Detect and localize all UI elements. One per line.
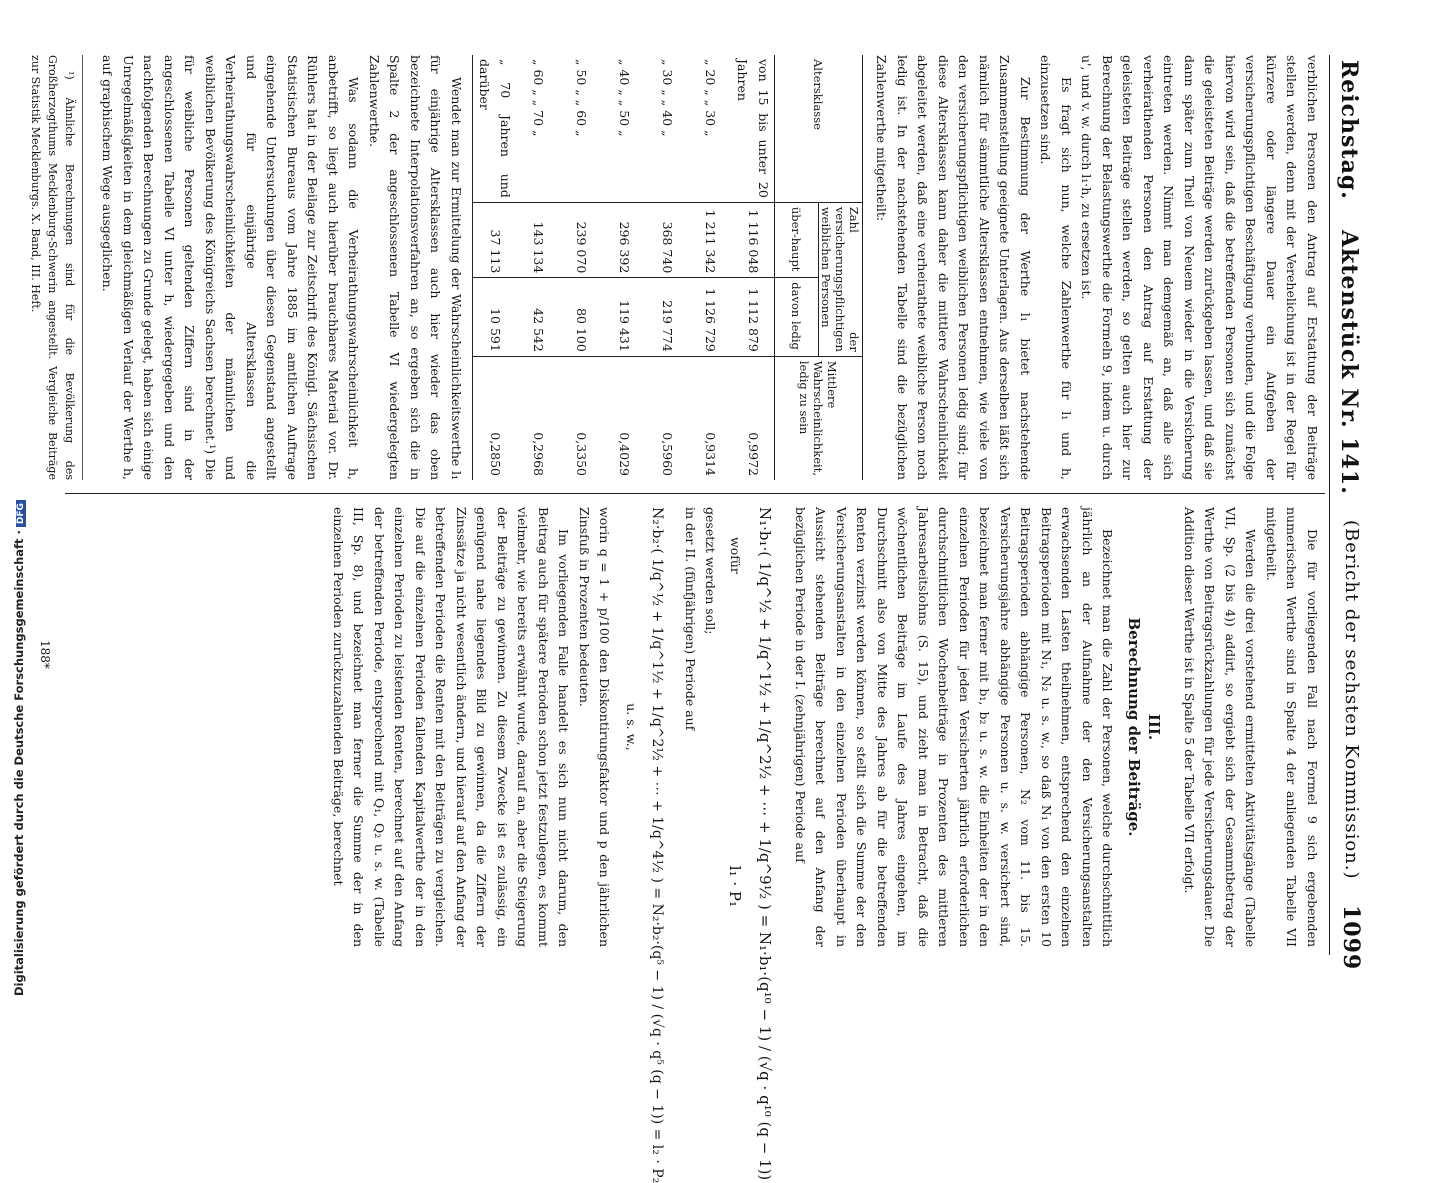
paragraph: in der II. (fünfjährigen) Periode auf [683, 507, 698, 731]
table-cell-age: „ 70 Jahren und darüber [473, 55, 517, 202]
table-cell-age: „ 50 „ „ 60 „ [559, 55, 602, 202]
paragraph: Im vorliegenden Falle handelt es sich nun nicht darum, den Beitrag auch für spätere Perioden schon jetzt festzulegen, es kommt vielmehr, wie bereits erwähnt wurde, darauf an, aber die Steigerung der Beiträge zu gewinnen. Zu diesem Zwecke ist es zulässig, ein genügend nahe liegendes Bild zu gewinnen, da die Ziffern der Zinssätze ja nicht wesentlich ändern, und hierauf auf den Anfang der betreffenden Perioden die Renten mit den Beiträgen zu vergleichen. Die auf die einzelnen Perioden fallenden Kapitalwerthe der in den einzelnen Perioden zu leistenden Renten, berechnet auf den Anfang der betreffenden Periode, entsprechend mit Q₁, Q₂ u. s. w. (Tabelle III, Sp. 8), und bezeichnet man ferner die Summe der in den einzelnen Perioden zurückzuzahlenden Beiträge, berechnet [331, 507, 572, 947]
header-rule [1329, 55, 1330, 955]
paragraph: Es fragt sich nun, welche Zahlenwerthe für l₁ und h, einzusetzen sind. [1038, 55, 1074, 480]
table-cell-total: 296 392 [602, 202, 645, 277]
table-cell-ledig: 80 100 [559, 278, 602, 357]
paragraph: gesetzt werden soll; [703, 507, 719, 635]
table-row [731, 55, 775, 480]
table-header-zahl: Zahl der versicherungspflichtigen weiblichen Personen [819, 202, 863, 356]
page-number: 1099 [1338, 905, 1364, 971]
table-cell-prob: 0,3350 [573, 432, 589, 476]
paragraph: Wendet man zur Ermittelung der Wahrscheinlichkeitswerthe l₁ für einjährige Altersklassen auch hier wieder das oben bezeichnete Interpolationsverfahren an, so ergeben sich die in Spalte 2 der angeschlossenen Tabelle VI wiedergelegten Zahlenwerthe. [367, 55, 464, 480]
table-row [473, 55, 517, 480]
table-cell-age: von 15 bis unter 20 Jahren [731, 55, 775, 202]
formula-period-1: N₁·b₁·( 1/q^½ + 1/q^1½ + 1/q^2½ + ⋯ + 1/q^9½ ) = N₁·b₁·(q¹⁰ − 1) / (√q · q¹⁰ (q − 1)) [756, 507, 775, 1181]
section-number: III. [1145, 713, 1164, 741]
table-header-ledig: davon ledig [775, 278, 819, 357]
table-cell-total: 37 113 [473, 202, 517, 277]
paragraph: worin q = 1 + p/100 den Diskontirungsfaktor und p den jährlichen Zinsfuß in Prozenten bedeuten. [577, 507, 613, 947]
table-cell-total: 368 740 [645, 202, 688, 277]
dfg-logo: DFG [16, 500, 26, 527]
table-cell-prob: 0,5960 [659, 432, 675, 476]
table-cell-ledig: 42 542 [516, 278, 559, 357]
left-column [27, 55, 1322, 480]
table-cell-total: 143 134 [516, 202, 559, 277]
formula-label: wofür [728, 537, 743, 574]
table-row [688, 55, 731, 480]
table-row [559, 55, 602, 480]
footer-page-mark: 188* [38, 640, 52, 669]
paragraph: Zur Bestimmung der Werthe l₁ bietet nachstehende Zusammenstellung geeignete Unterlagen. Aus derselben läßt sich nämlich für sämmtliche Altersklassen entnehmen, wie viele von den versicherungspflichtigen weiblichen Personen ledig sind; für diese Altersklassen kann daher die mittlere Wahrscheinlichkeit abgeleitet werden, daß eine verheirathete weibliche Person noch ledig ist. In der nachstehenden Tabelle sind die bezüglichen Zahlenwerthe mitgetheilt: [874, 55, 1033, 480]
table-cell-ledig: 1 126 729 [688, 278, 731, 357]
header-left: Reichstag. [1336, 60, 1362, 200]
table-cell-prob: 0,9972 [745, 432, 761, 476]
table-row [516, 55, 559, 480]
table-cell-prob: 0,2968 [530, 432, 546, 476]
column-divider [65, 493, 1325, 494]
table-cell-prob: 0,9314 [702, 432, 718, 476]
right-column [328, 507, 1323, 1183]
paragraph: Werden die drei vorstehend ermittelten Aktivitätsgänge (Tabelle VII, Sp. (2 bis 4)) addirt, so ergiebt sich der Gesammtbetrag der Werthe von Beitragsrückzahlungen für jede Versicherungsdauer. Die Addition dieser Werthe ist in Spalte 5 der Tabelle VII erfolgt. [1182, 507, 1259, 947]
table-cell-ledig: 10 591 [473, 278, 517, 357]
table-cell-prob: 0,2850 [487, 432, 503, 476]
table-cell-prob: 0,4029 [616, 432, 632, 476]
table-cell-age: „ 40 „ „ 50 „ [602, 55, 645, 202]
table-cell-age: „ 60 „ „ 70 „ [516, 55, 559, 202]
digitization-credit [12, 6, 26, 996]
table-header-alter: Altersklasse [775, 55, 863, 202]
table-cell-age: „ 20 „ „ 30 „ [688, 55, 731, 202]
section-title: Berechnung der Beiträge. [1125, 617, 1143, 837]
table-cell-ledig: 219 774 [645, 278, 688, 357]
table-row [602, 55, 645, 480]
table-cell-ledig: 1 112 879 [731, 278, 775, 357]
table-header-ueberhaupt: über-haupt [775, 202, 819, 277]
formula-period-2: N₂·b₂·( 1/q^½ + 1/q^1½ + 1/q^2½ + ⋯ + 1/q^4½ ) = N₂·b₂·(q⁵ − 1) / (√q · q⁵ (q − 1)) = l₂ · P₂ [649, 507, 666, 1183]
header-right-paren: (Bericht der sechsten Kommission.) [1341, 520, 1362, 880]
paragraph: verblichen Personen den Antrag auf Erstattung der Beiträge stellen werden, denn mit der Verehelichung ist in der Regel für kürzere oder längere Dauer ein Aufgeben der versicherungspflichtigen Beschäftigung verbunden, und die Folge hiervon wird sein, daß die betreffenden Personen sich zunächst die geleisteten Beiträge werden zurückgeben lassen, und daß sie dann später zum Theil von Neuem wieder in die Versicherung eintreten werden. Nimmt man demgemäß an, daß alle sich verheirathenden Personen den Antrag auf Erstattung der geleisteten Beiträge stellen werden, so gelten auch hier zur Berechnung der Belastungswerthe die Formeln 9, indem u. durch u', und v. w. durch l₁·h, zu ersetzen ist. [1079, 55, 1320, 480]
table-header-mittlere: Mittlere Wahrscheinlichkeit, ledig zu sein [797, 360, 840, 476]
formula-continuation: u. s. w., [624, 703, 639, 751]
table-cell-ledig: 119 431 [602, 278, 645, 357]
paragraph: Die für vorliegenden Fall nach Formel 9 sich ergebenden numerischen Werthe sind in Spalte 4 der anliegenden Tabelle VII mitgetheilt. [1264, 507, 1320, 947]
age-table [472, 55, 863, 480]
header-center: Aktenstück Nr. 141. [1336, 230, 1362, 495]
credit-text: Digitalisierung gefördert durch die Deutsche Forschungsgemeinschaft · [12, 530, 26, 996]
formula-result-1: l₁ · P₁ [726, 865, 744, 907]
table-cell-total: 1 211 342 [688, 202, 731, 277]
footnote: ¹) Ähnliche Berechnungen sind für die Bevölkerung des Großherzogthums Mecklenburg-Schwerin angestellt. Vergleiche Beiträge zur Statistik Mecklenburgs. X. Band, III. Heft. [27, 55, 83, 480]
table-cell-total: 1 116 048 [731, 202, 775, 277]
paragraph: Bezeichnet man die Zahl der Personen, welche durchschnittlich jährlich an der Aufnahme der den Versicherungsanstalten erwachsenden Lasten theilnehmen, entsprechend den einzelnen Beitragsperioden mit N₁, N₂ u. s. w., so daß N₁ von den ersten 10 Beitragsperioden abhängige Personen, N₂ vom 11. bis 15. Versicherungsjahre abhängige Personen u. s. w. versichert sind, bezeichnet man ferner mit b₁, b₂ u. s. w. die Einheiten der in den einzelnen Perioden für jeden Versicherten jährlich erforderlichen durchschnittlichen Wochenbeiträge in Prozenten des mittleren Jahresarbeitslohns (S. 15), und zieht man in Betracht, daß die wöchentlichen Beiträge im Laufe des Jahres eingehen, im Durchschnitt also von Mitte des Jahres ab für die betreffenden Renten verzinst werden können, so stellt sich die Summe der den Versicherungsanstalten in den einzelnen Perioden überhaupt in Aussicht stehenden Beiträge berechnet auf den Anfang der bezüglichen Periode in der I. (zehnjährigen) Periode auf [793, 507, 1116, 947]
table-row [645, 55, 688, 480]
paragraph: Was sodann die Verheirathungswahrscheinlichkeit h, anbetrifft, so liegt auch hierüber brauchbares Material vor. Dr. Rühlers hat in der Beilage zur Zeitschrift des Königl. Sächsischen Statistischen Bureaus vom Jahre 1885 im amtlichen Auftrage eingehende Untersuchungen über diesen Gegenstand angestellt und für einjährige Altersklassen die Verheirathungswahrscheinlichkeiten der männlichen und weiblichen Bevölkerung des Königreichs Sachsen berechnet.¹) Die für weibliche Personen geltenden Ziffern sind in der angeschlossenen Tabelle VI unter h, wiedergegeben und den nachfolgenden Berechnungen zu Grunde gelegt, haben sich einige Unregelmäßigkeiten in dem gleichmäßigen Verlauf der Werthe h, auf graphischem Wege ausgeglichen. [100, 55, 362, 480]
table-cell-age: „ 30 „ „ 40 „ [645, 55, 688, 202]
table-cell-total: 239 070 [559, 202, 602, 277]
